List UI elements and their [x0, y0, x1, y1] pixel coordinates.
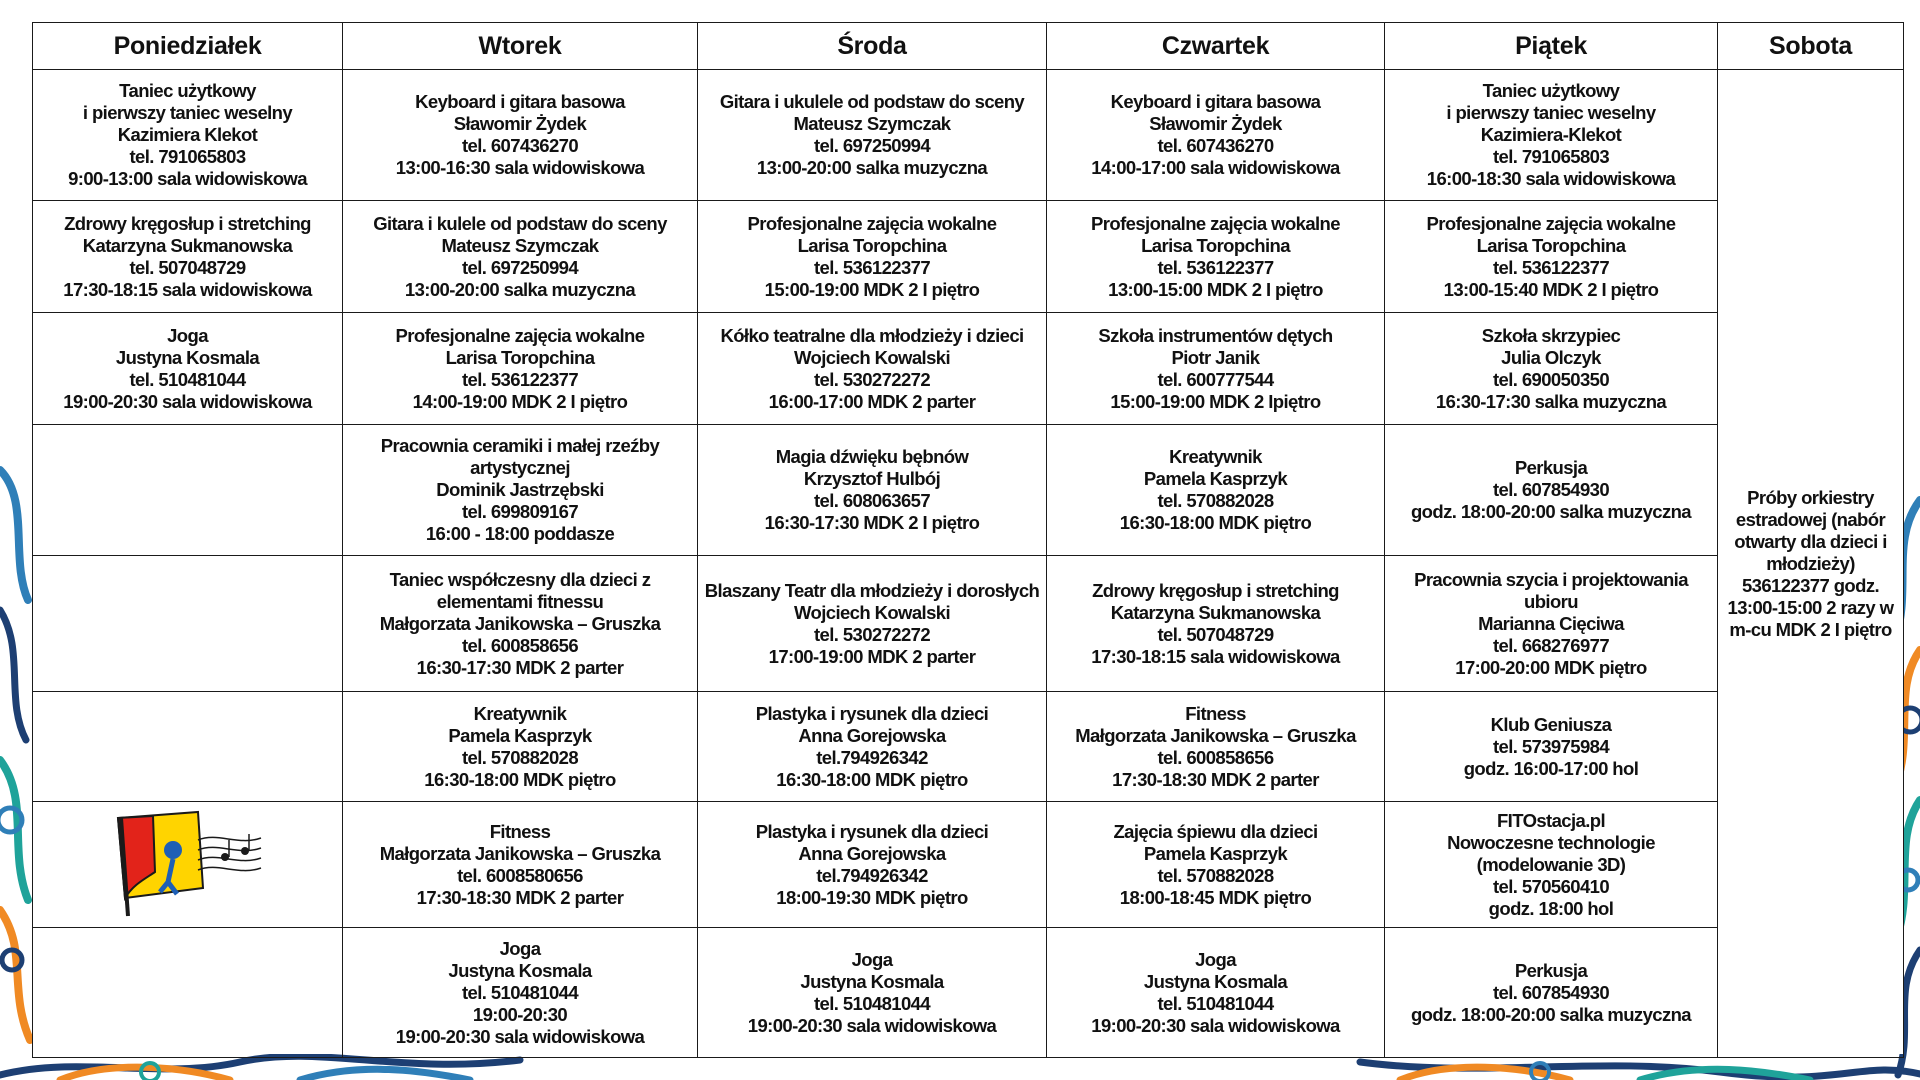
schedule-cell: [1047, 802, 1385, 928]
phone: tel. 536122377: [461, 368, 579, 390]
class-name: Taniec użytkowy: [119, 80, 256, 101]
instructor: Justyna Kosmala: [1143, 970, 1288, 992]
schedule-cell-empty: [33, 928, 343, 1058]
phone: tel. 510481044: [129, 368, 246, 390]
schedule-cell-empty: [33, 425, 343, 556]
time-place: 18:00-19:30 MDK piętro: [776, 886, 968, 908]
time-place: 16:30-17:30 MDK 2 parter: [416, 656, 624, 678]
time-place: 13:00-15:40 MDK 2 I piętro: [1443, 278, 1659, 300]
class-name: Plastyka i rysunek dla dzieci: [755, 702, 989, 724]
phone: tel. 607854930: [1492, 981, 1610, 1003]
time-place: godz. 18:00-20:00 salka muzyczna: [1410, 501, 1692, 522]
time-place: 16:00-17:00 MDK 2 parter: [768, 390, 976, 412]
day-header-monday: Poniedziałek: [33, 23, 343, 70]
phone: tel. 607436270: [1157, 135, 1274, 156]
phone: tel. 570882028: [1157, 864, 1274, 886]
schedule-row: [33, 313, 1904, 425]
instructor: Piotr Janik: [1171, 346, 1260, 368]
schedule-row: [33, 928, 1904, 1058]
class-name: Profesjonalne zajęcia wokalne: [395, 324, 645, 346]
schedule-cell: [343, 928, 698, 1058]
class-name: Szkoła skrzypiec: [1481, 324, 1621, 346]
class-name: Pracownia ceramiki i małej rzeźby artystycznej: [380, 435, 660, 478]
phone: tel. 607436270: [461, 135, 579, 156]
schedule-row: [33, 692, 1904, 802]
time-place: 9:00-13:00 sala widowiskowa: [68, 168, 307, 189]
phone: tel. 608063657: [813, 490, 931, 511]
schedule-cell: [343, 70, 698, 201]
class-name: Profesjonalne zajęcia wokalne: [1091, 212, 1340, 234]
class-name: Keyboard i gitara basowa: [415, 91, 625, 112]
time-place: 13:00-20:00 salka muzyczna: [756, 157, 988, 178]
instructor: Mateusz Szymczak: [793, 113, 951, 134]
schedule-cell-logo: [33, 802, 343, 928]
class-name: Magia dźwięku bębnów: [775, 446, 969, 467]
instructor: Mateusz Szymczak: [441, 234, 599, 256]
schedule-cell: [1385, 201, 1718, 313]
schedule-cell: [698, 425, 1047, 556]
schedule-cell-empty: [33, 692, 343, 802]
class-name: Gitara i kulele od podstaw do sceny: [373, 212, 667, 234]
time-place: 16:30-17:30 MDK 2 I piętro: [764, 512, 980, 533]
instructor: Kazimiera-Klekot: [1480, 124, 1622, 145]
schedule-cell: [1385, 556, 1718, 692]
schedule-cell: [33, 70, 343, 201]
class-name: Klub Geniusza: [1490, 713, 1612, 735]
phone: tel. 570560410: [1492, 875, 1610, 897]
time: 19:00-20:30: [472, 1003, 568, 1025]
class-name: Perkusja: [1514, 959, 1588, 981]
schedule-cell: [698, 692, 1047, 802]
instructor: Justyna Kosmala: [448, 959, 592, 981]
instructor: Wojciech Kowalski: [793, 346, 950, 368]
time-place: 18:00-18:45 MDK piętro: [1119, 886, 1312, 908]
weekly-schedule-table: [32, 22, 1904, 1058]
phone: tel. 530272272: [813, 623, 931, 645]
class-name: Profesjonalne zajęcia wokalne: [747, 212, 997, 234]
schedule-cell: [1385, 692, 1718, 802]
time-place: 16:30-17:30 salka muzyczna: [1435, 390, 1667, 412]
time-place: 13:00-20:00 salka muzyczna: [404, 278, 636, 300]
instructor: Larisa Toropchina: [1476, 234, 1626, 256]
phone: tel. 690050350: [1492, 368, 1610, 390]
class-name: Taniec współczesny dla dzieci z elementami fitnessu: [389, 568, 651, 612]
phone: tel. 570882028: [461, 746, 579, 768]
schedule-row: [33, 425, 1904, 556]
instructor: Kazimiera Klekot: [117, 124, 258, 145]
phone: tel. 510481044: [813, 992, 931, 1014]
phone: tel. 510481044: [1157, 992, 1274, 1014]
phone: tel.794926342: [816, 864, 928, 886]
instructor: Małgorzata Janikowska – Gruszka: [379, 842, 661, 864]
day-header-wednesday: Środa: [698, 23, 1047, 70]
instructor: Sławomir Żydek: [1149, 113, 1282, 134]
phone: tel. 536122377: [1492, 256, 1610, 278]
time-place: 15:00-19:00 MDK 2 Ipiętro: [1110, 390, 1321, 412]
class-name-continued: i pierwszy taniec weselny: [1446, 102, 1656, 123]
schedule-cell: [33, 201, 343, 313]
day-header-saturday: Sobota: [1718, 23, 1904, 70]
schedule-row: [33, 201, 1904, 313]
time-place: 19:00-20:30 sala widowiskowa: [395, 1025, 645, 1047]
class-subtitle-detail: (modelowanie 3D): [1476, 853, 1626, 875]
schedule-cell: [343, 425, 698, 556]
time-place: 19:00-20:30 sala widowiskowa: [63, 390, 312, 412]
instructor: Julia Olczyk: [1501, 346, 1601, 368]
phone: tel. 510481044: [461, 981, 579, 1003]
phone: tel. 600858656: [461, 634, 579, 656]
schedule-cell: [33, 313, 343, 425]
class-name: Zdrowy kręgosłup i stretching: [64, 212, 311, 234]
class-name: Pracownia szycia i projektowania ubioru: [1414, 568, 1688, 612]
class-name: Profesjonalne zajęcia wokalne: [1426, 212, 1676, 234]
phone: tel. 699809167: [461, 501, 579, 522]
phone: tel. 6008580656: [457, 864, 583, 886]
time-place: 17:00-20:00 MDK piętro: [1455, 656, 1647, 678]
schedule-row: [33, 802, 1904, 928]
schedule-cell: [698, 928, 1047, 1058]
schedule-cell: [1385, 313, 1718, 425]
class-name: Joga: [1195, 948, 1236, 970]
instructor: Małgorzata Janikowska – Gruszka: [1075, 724, 1356, 746]
phone: tel. 600777544: [1157, 368, 1274, 390]
phone: tel. 570882028: [1157, 490, 1274, 511]
time-place: godz. 16:00-17:00 hol: [1463, 757, 1639, 779]
schedule-cell: [1047, 70, 1385, 201]
schedule-cell: [698, 802, 1047, 928]
saturday-orchestra-info: Próby orkiestry estradowej (nabór otwarty dla dzieci i młodzieży) 536122377 godz. 13:00-15:00 2 razy w m-cu MDK 2 I piętro: [1727, 486, 1894, 640]
time-place: 17:30-18:30 MDK 2 parter: [1112, 768, 1319, 790]
phone: tel. 791065803: [129, 146, 246, 167]
instructor: Wojciech Kowalski: [793, 601, 950, 623]
class-name: Keyboard i gitara basowa: [1110, 91, 1321, 112]
time-place: 13:00-15:00 MDK 2 I piętro: [1108, 278, 1323, 300]
instructor: Pamela Kasprzyk: [448, 724, 592, 746]
class-name: Joga: [167, 324, 208, 346]
instructor: Justyna Kosmala: [800, 970, 944, 992]
time-place: godz. 18:00 hol: [1488, 897, 1614, 919]
saturday-cell: [1718, 70, 1904, 1058]
time-place: 16:00 - 18:00 poddasze: [425, 523, 615, 544]
time-place: 16:00-18:30 sala widowiskowa: [1426, 168, 1676, 189]
time-place: 13:00-16:30 sala widowiskowa: [395, 157, 645, 178]
day-header-row: [33, 23, 1904, 70]
schedule-row: [33, 556, 1904, 692]
class-name: Perkusja: [1514, 457, 1588, 478]
instructor: Anna Gorejowska: [798, 724, 946, 746]
time-place: 17:30-18:15 sala widowiskowa: [1091, 645, 1340, 667]
schedule-cell: [698, 313, 1047, 425]
phone: tel. 507048729: [129, 256, 246, 278]
class-name: Kreatywnik: [1169, 446, 1262, 467]
schedule-cell: [1385, 928, 1718, 1058]
instructor: Larisa Toropchina: [1141, 234, 1290, 256]
time-place: 19:00-20:30 sala widowiskowa: [747, 1014, 997, 1036]
instructor: Larisa Toropchina: [445, 346, 595, 368]
phone: tel. 600858656: [1157, 746, 1274, 768]
instructor: Katarzyna Sukmanowska: [82, 234, 293, 256]
instructor: Małgorzata Janikowska – Gruszka: [379, 612, 661, 634]
phone: tel. 697250994: [813, 135, 931, 156]
time-place: 17:30-18:15 sala widowiskowa: [63, 278, 312, 300]
phone: tel. 530272272: [813, 368, 931, 390]
phone: tel. 668276977: [1492, 634, 1610, 656]
schedule-cell: [1047, 556, 1385, 692]
class-name-continued: i pierwszy taniec weselny: [82, 102, 293, 123]
day-header-friday: Piątek: [1385, 23, 1718, 70]
instructor: Justyna Kosmala: [115, 346, 260, 368]
class-subtitle: Nowoczesne technologie: [1447, 831, 1655, 853]
class-name: Zdrowy kręgosłup i stretching: [1092, 579, 1339, 601]
schedule-cell: [343, 692, 698, 802]
instructor: Marianna Cięciwa: [1478, 612, 1624, 634]
phone: tel. 607854930: [1492, 479, 1610, 500]
instructor: Krzysztof Hulbój: [803, 468, 941, 489]
schedule-cell: [343, 313, 698, 425]
class-name: Blaszany Teatr dla młodzieży i dorosłych: [704, 579, 1040, 601]
class-name: FITOstacja.pl: [1496, 809, 1606, 831]
schedule-cell: [698, 556, 1047, 692]
instructor: Dominik Jastrzębski: [436, 479, 604, 500]
day-header-tuesday: Wtorek: [343, 23, 698, 70]
time-place: godz. 18:00-20:00 salka muzyczna: [1410, 1003, 1692, 1025]
schedule-cell: [1047, 201, 1385, 313]
schedule-cell-empty: [33, 556, 343, 692]
schedule-cell: [343, 556, 698, 692]
schedule-cell: [1385, 802, 1718, 928]
class-name: Fitness: [1185, 702, 1246, 724]
schedule-cell: [1047, 425, 1385, 556]
day-header-thursday: Czwartek: [1047, 23, 1385, 70]
schedule-cell: [1047, 928, 1385, 1058]
phone: tel.794926342: [816, 746, 928, 768]
schedule-cell: [1385, 70, 1718, 201]
schedule-cell: [1047, 692, 1385, 802]
music-flag-logo-icon: [113, 810, 263, 920]
time-place: 17:30-18:30 MDK 2 parter: [416, 886, 624, 908]
class-name: Joga: [499, 937, 541, 959]
schedule-row: [33, 70, 1904, 201]
phone: tel. 573975984: [1492, 735, 1610, 757]
phone: tel. 536122377: [813, 256, 931, 278]
schedule-cell: [1047, 313, 1385, 425]
time-place: 17:00-19:00 MDK 2 parter: [768, 645, 976, 667]
time-place: 19:00-20:30 sala widowiskowa: [1091, 1014, 1340, 1036]
schedule-cell: [343, 201, 698, 313]
instructor: Anna Gorejowska: [798, 842, 946, 864]
phone: tel. 536122377: [1157, 256, 1274, 278]
phone: tel. 791065803: [1492, 146, 1610, 167]
schedule-cell: [698, 70, 1047, 201]
phone: tel. 507048729: [1157, 623, 1274, 645]
class-name: Gitara i ukulele od podstaw do sceny: [719, 91, 1025, 112]
instructor: Sławomir Żydek: [453, 113, 587, 134]
instructor: Katarzyna Sukmanowska: [1110, 601, 1321, 623]
time-place: 14:00-17:00 sala widowiskowa: [1091, 157, 1340, 178]
class-name: Taniec użytkowy: [1482, 80, 1620, 101]
class-name: Fitness: [489, 820, 551, 842]
schedule-cell: [1385, 425, 1718, 556]
schedule-cell: [698, 201, 1047, 313]
class-name: Szkoła instrumentów dętych: [1098, 324, 1333, 346]
class-name: Kółko teatralne dla młodzieży i dzieci: [720, 324, 1024, 346]
class-name: Plastyka i rysunek dla dzieci: [755, 820, 989, 842]
instructor: Larisa Toropchina: [797, 234, 947, 256]
schedule-cell: [343, 802, 698, 928]
time-place: 16:30-18:00 MDK piętro: [1119, 512, 1312, 533]
instructor: Pamela Kasprzyk: [1143, 468, 1288, 489]
time-place: 15:00-19:00 MDK 2 I piętro: [764, 278, 980, 300]
time-place: 16:30-18:00 MDK piętro: [424, 768, 616, 790]
time-place: 14:00-19:00 MDK 2 I piętro: [412, 390, 628, 412]
schedule-sheet: [32, 22, 1903, 1054]
instructor: Pamela Kasprzyk: [1143, 842, 1288, 864]
phone: tel. 697250994: [461, 256, 579, 278]
class-name: Kreatywnik: [473, 702, 567, 724]
class-name: Joga: [851, 948, 893, 970]
class-name: Zajęcia śpiewu dla dzieci: [1113, 820, 1318, 842]
time-place: 16:30-18:00 MDK piętro: [776, 768, 968, 790]
